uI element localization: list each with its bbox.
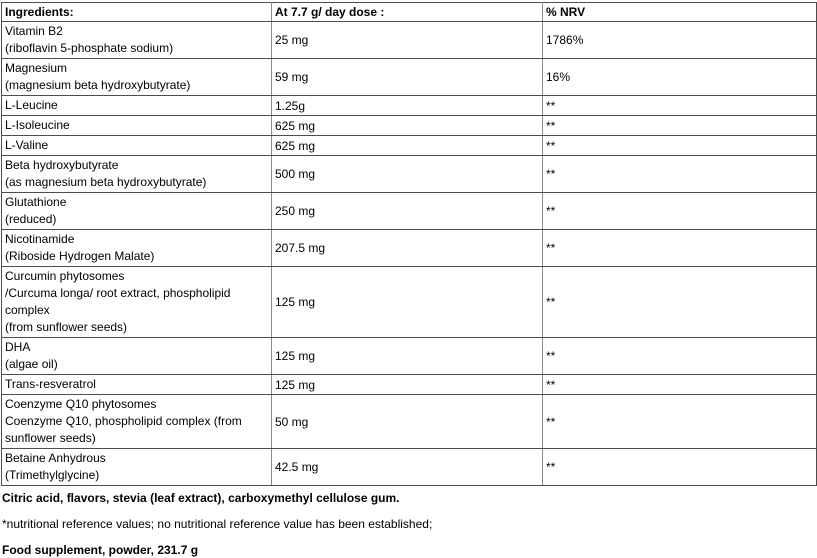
ingredient-line: sunflower seeds) — [5, 431, 96, 445]
ingredients-table — [1, 2, 817, 486]
ingredient-line: L-Leucine — [5, 98, 58, 112]
nrv-cell: ** — [543, 96, 817, 116]
table-body — [2, 22, 817, 486]
ingredient-line: (Trimethylglycine) — [5, 468, 100, 482]
ingredient-line: Glutathione — [5, 195, 67, 209]
ingredient-line: Nicotinamide — [5, 232, 75, 246]
ingredient-line: Trans-resveratrol — [5, 377, 96, 391]
nrv-footnote-text: *nutritional reference values; no nutritional reference value has been established; — [2, 517, 433, 531]
header-dose: At 7.7 g/ day dose : — [272, 3, 543, 22]
nrv-cell: ** — [543, 449, 817, 486]
ingredient-line: L-Isoleucine — [5, 118, 70, 132]
table-row — [2, 156, 817, 193]
table-row — [2, 267, 817, 338]
ingredient-cell — [2, 375, 272, 395]
header-nrv: % NRV — [543, 3, 817, 22]
nrv-cell: ** — [543, 156, 817, 193]
ingredient-line: Magnesium — [5, 61, 68, 75]
product-info-text: Food supplement, powder, 231.7 g — [2, 543, 199, 557]
ingredient-line: (Riboside Hydrogen Malate) — [5, 249, 155, 263]
ingredient-line: (reduced) — [5, 212, 57, 226]
table-row — [2, 395, 817, 449]
table-row — [2, 136, 817, 156]
ingredient-cell — [2, 338, 272, 375]
table-row — [2, 116, 817, 136]
amount-cell: 125 mg — [272, 267, 543, 338]
amount-cell: 59 mg — [272, 59, 543, 96]
amount-cell: 125 mg — [272, 338, 543, 375]
table-row — [2, 230, 817, 267]
table-header-row — [2, 3, 817, 22]
nrv-cell: ** — [543, 267, 817, 338]
amount-cell: 500 mg — [272, 156, 543, 193]
ingredient-cell — [2, 267, 272, 338]
ingredient-line: (from sunflower seeds) — [5, 320, 128, 334]
amount-cell: 42.5 mg — [272, 449, 543, 486]
nrv-cell: ** — [543, 230, 817, 267]
ingredient-line: (riboflavin 5-phosphate sodium) — [5, 41, 174, 55]
ingredient-line: (as magnesium beta hydroxybutyrate) — [5, 175, 207, 189]
amount-cell: 50 mg — [272, 395, 543, 449]
nrv-cell: 16% — [543, 59, 817, 96]
ingredient-line: DHA — [5, 340, 31, 354]
ingredient-line: Vitamin B2 — [5, 24, 63, 38]
amount-cell: 25 mg — [272, 22, 543, 59]
ingredient-cell — [2, 395, 272, 449]
table-row — [2, 449, 817, 486]
table-row — [2, 59, 817, 96]
ingredient-cell — [2, 59, 272, 96]
nrv-cell: ** — [543, 338, 817, 375]
ingredient-cell — [2, 449, 272, 486]
nrv-cell: ** — [543, 395, 817, 449]
ingredient-line: L-Valine — [5, 138, 49, 152]
ingredient-line: (magnesium beta hydroxybutyrate) — [5, 78, 191, 92]
nrv-cell: 1786% — [543, 22, 817, 59]
ingredient-cell — [2, 22, 272, 59]
nrv-cell: ** — [543, 136, 817, 156]
amount-cell: 1.25g — [272, 96, 543, 116]
table-row — [2, 375, 817, 395]
ingredient-line: (algae oil) — [5, 357, 58, 371]
table-row — [2, 96, 817, 116]
ingredient-cell — [2, 193, 272, 230]
ingredient-line: Coenzyme Q10, phospholipid complex (from — [5, 414, 242, 428]
amount-cell: 207.5 mg — [272, 230, 543, 267]
other-ingredients-text: Citric acid, flavors, stevia (leaf extract), carboxymethyl cellulose gum. — [2, 491, 400, 505]
nrv-cell: ** — [543, 375, 817, 395]
ingredient-line: Beta hydroxybutyrate — [5, 158, 119, 172]
amount-cell: 250 mg — [272, 193, 543, 230]
ingredient-line: Betaine Anhydrous — [5, 451, 106, 465]
amount-cell: 625 mg — [272, 116, 543, 136]
nrv-cell: ** — [543, 116, 817, 136]
header-ingredients: Ingredients: — [2, 3, 272, 22]
table-row — [2, 193, 817, 230]
ingredient-cell — [2, 96, 272, 116]
ingredient-cell — [2, 136, 272, 156]
ingredient-line: Curcumin phytosomes — [5, 269, 125, 283]
amount-cell: 125 mg — [272, 375, 543, 395]
ingredient-line: Coenzyme Q10 phytosomes — [5, 397, 157, 411]
ingredient-cell — [2, 156, 272, 193]
table-row — [2, 22, 817, 59]
table-row — [2, 338, 817, 375]
ingredient-line: /Curcuma longa/ root extract, phospholipid complex — [5, 286, 231, 317]
supplement-facts-page — [0, 2, 817, 557]
amount-cell: 625 mg — [272, 136, 543, 156]
nrv-cell: ** — [543, 193, 817, 230]
ingredient-cell — [2, 116, 272, 136]
ingredient-cell — [2, 230, 272, 267]
